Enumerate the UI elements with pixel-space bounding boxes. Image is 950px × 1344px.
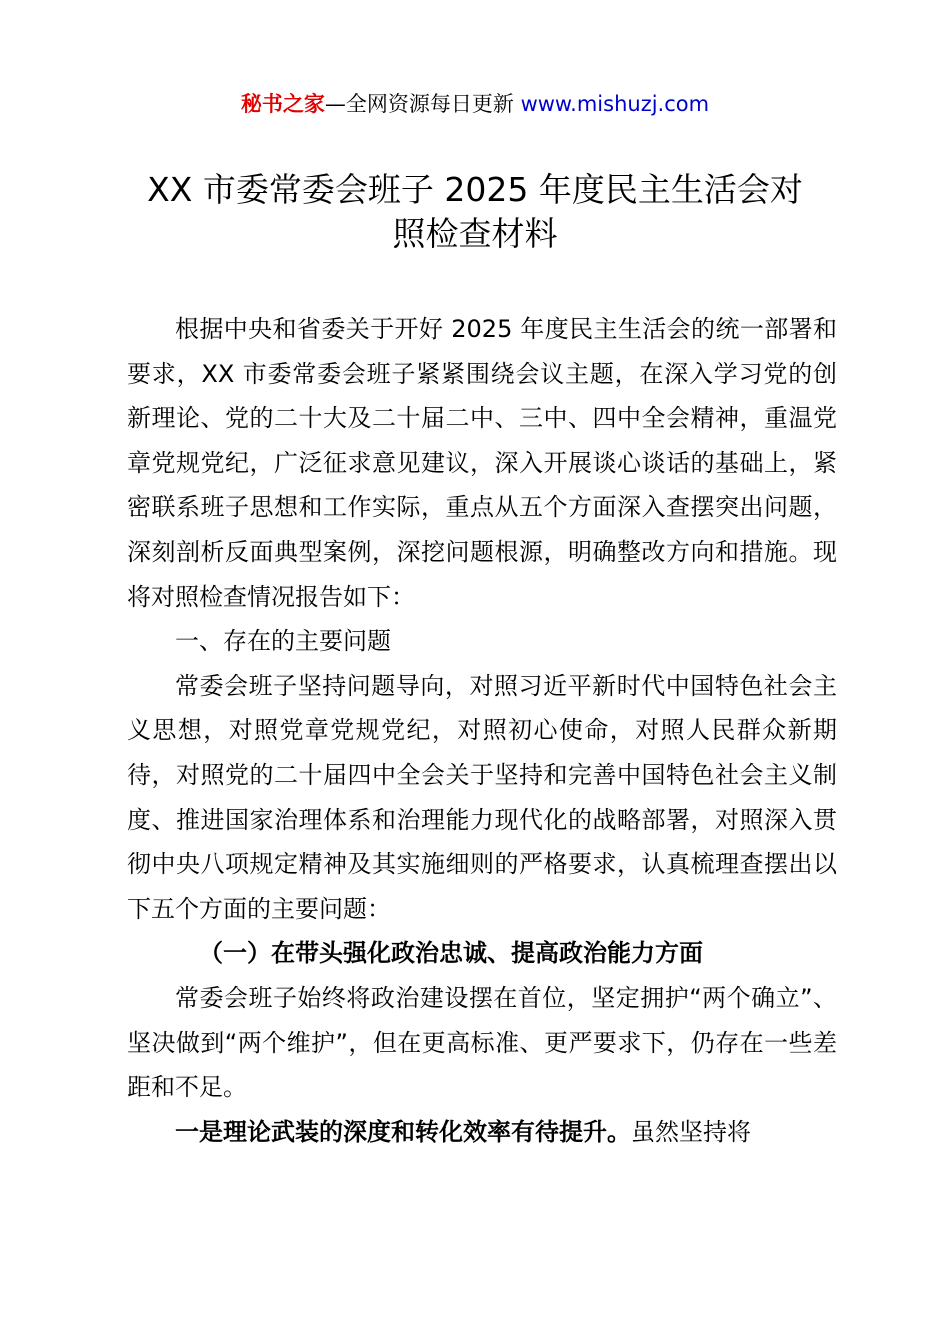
document-body <box>127 307 837 1154</box>
subsection-heading-political-loyalty: （一）在带头强化政治忠诚、提高政治能力方面 <box>199 939 703 968</box>
document-title-line-2: 照检查材料 <box>392 214 558 253</box>
site-url[interactable]: www.mishuzj.com <box>520 92 710 116</box>
site-header <box>0 88 950 120</box>
intro-paragraph: 根据中央和省委关于开好 2025 年度民主生活会的统一部署和要求，XX 市委常委会班子紧紧围绕会议主题，在深入学习党的创新理论、党的二十大及二十届二中、三中、四中全会精神，重温党章党规党纪，广泛征求意见建议，深入开展谈心谈话的基础上，紧密联系班子思想和工作实际，重点从五个方面深入查摆突出问题，深刻剖析反面典型案例，深挖问题根源，明确整改方向和措施。现将对照检查情况报告如下： <box>127 315 837 611</box>
point-one-lead: 一是理论武装的深度和转化效率有待提升。 <box>175 1117 631 1146</box>
section-heading-problems: 一、存在的主要问题 <box>175 627 391 656</box>
section-problems-paragraph: 常委会班子坚持问题导向，对照习近平新时代中国特色社会主义思想，对照党章党规党纪，对照初心使命，对照人民群众新期待，对照党的二十届四中全会关于坚持和完善中国特色社会主义制度、推进国家治理体系和治理能力现代化的战略部署，对照深入贯彻中央八项规定精神及其实施细则的严格要求，认真梳理查摆出以下五个方面的主要问题： <box>127 671 837 923</box>
point-one-text: 虽然坚持将 <box>631 1117 751 1146</box>
site-tagline: —全网资源每日更新 <box>324 92 521 116</box>
subsection-political-loyalty-paragraph: 常委会班子始终将政治建设摆在首位，坚定拥护“两个确立”、坚决做到“两个维护”，但在更高标准、更严要求下，仍存在一些差距和不足。 <box>127 983 837 1102</box>
document-title-line-1: XX 市委常委会班子 2025 年度民主生活会对 <box>147 170 803 209</box>
point-one-paragraph <box>127 1110 837 1155</box>
document-title <box>110 168 840 256</box>
site-brand: 秘书之家 <box>240 92 325 116</box>
